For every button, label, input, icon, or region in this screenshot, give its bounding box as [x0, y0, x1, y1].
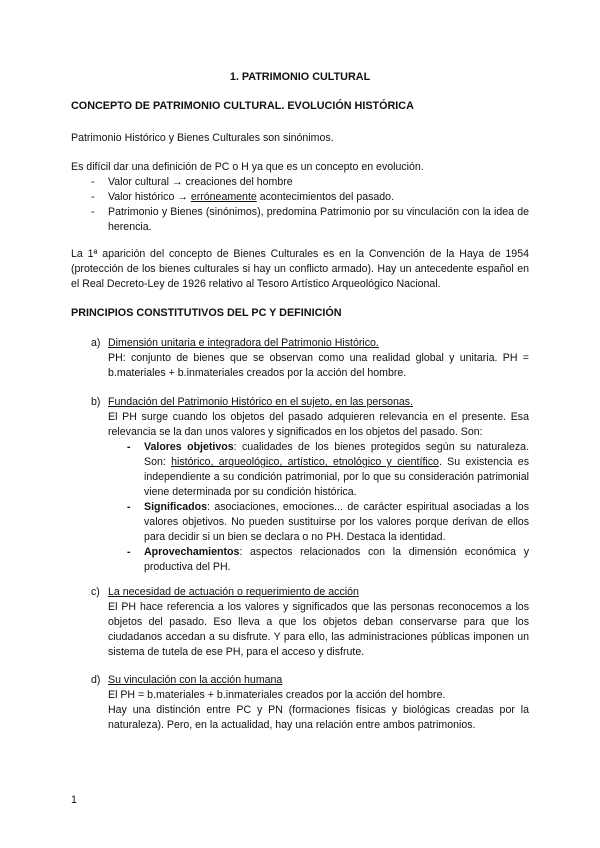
principle-text: El PH = b.materiales + b.inmateriales creados por la acción del hombre.	[108, 689, 446, 701]
principle-title: La necesidad de actuación o requerimiento de acción	[108, 586, 359, 598]
document-title: 1. PATRIMONIO CULTURAL	[229, 71, 371, 83]
values-list	[127, 440, 529, 575]
principle-d	[91, 673, 529, 733]
list-item: - Valores objetivos: cualidades de los bienes protegidos según su naturaleza. Son: histórico, arqueológico, artístico, etnológico y científico. Su existencia es independiente a su condición patrimonial, por lo que su consideración patrimonial viene determinada por su condición histórica.	[127, 440, 529, 500]
section-heading-concepto: CONCEPTO DE PATRIMONIO CULTURAL. EVOLUCIÓN HISTÓRICA	[71, 100, 414, 112]
concept-list	[91, 175, 529, 235]
principle-letter: a)	[91, 337, 101, 349]
list-item: - Valor cultural → creaciones del hombre	[91, 175, 529, 190]
principle-title: Fundación del Patrimonio Histórico en el sujeto, en las personas.	[108, 396, 414, 408]
principle-a	[91, 336, 529, 381]
principle-text: PH: conjunto de bienes que se observan como una realidad global y unitaria. PH = b.materiales + b.inmateriales creados por la acción del hombre.	[108, 352, 529, 379]
list-item: - Significados: asociaciones, emociones... de carácter espiritual asociadas a los valores objetivos. No pueden sustituirse por los valores porque derivan de ellos para decidir si un bien se declara o no PH. Destaca la identidad.	[127, 500, 529, 545]
list-item: - Valor histórico → erróneamente acontecimientos del pasado.	[91, 190, 529, 205]
principle-title: Su vinculación con la acción humana	[108, 674, 283, 686]
principle-letter: b)	[91, 396, 101, 408]
principle-text: Hay una distinción entre PC y PN (formaciones físicas y biológicas creadas por la naturaleza). Pero, en la actualidad, hay una relación entre ambos patrimonios.	[108, 704, 529, 731]
principle-c	[91, 585, 529, 660]
list-item: - Aprovechamientos: aspectos relacionados con la dimensión económica y productiva del PH.	[127, 545, 529, 575]
principle-letter: c)	[91, 586, 100, 598]
principle-text: El PH surge cuando los objetos del pasado adquieren relevancia en el presente. Esa relevancia se la dan unos valores y significados en los objetos del pasado. Son:	[108, 411, 529, 438]
paragraph-convencion-haya: La 1ª aparición del concepto de Bienes Culturales es en la Convención de la Haya de 1954 (protección de los bienes culturales si hay un conflicto armado). Hay un antecedente español en el Real Decreto-Ley de 1926 relativo al Tesoro Artístico Arqueológico Nacional.	[71, 248, 529, 290]
paragraph-definicion: Es difícil dar una definición de PC o H ya que es un concepto en evolución.	[71, 161, 424, 173]
page-number: 1	[71, 794, 77, 806]
paragraph-sinonimos: Patrimonio Histórico y Bienes Culturales son sinónimos.	[71, 132, 334, 144]
principle-text: El PH hace referencia a los valores y significados que las personas reconocemos a los objetos del pasado. Eso lleva a que los objetos deban conservarse para que los ciudadanos accedan a su disfrute. Y para ello, las administraciones públicas imponen un sistema de tutela de ese PH, para el acceso y disfrute.	[108, 601, 529, 658]
principle-title: Dimensión unitaria e integradora del Patrimonio Histórico.	[108, 337, 379, 349]
principle-b	[91, 395, 529, 575]
list-item: - Patrimonio y Bienes (sinónimos), predomina Patrimonio por su vinculación con la idea de herencia.	[91, 205, 529, 235]
principle-letter: d)	[91, 674, 101, 686]
section-heading-principios: PRINCIPIOS CONSTITUTIVOS DEL PC Y DEFINICIÓN	[71, 307, 342, 319]
